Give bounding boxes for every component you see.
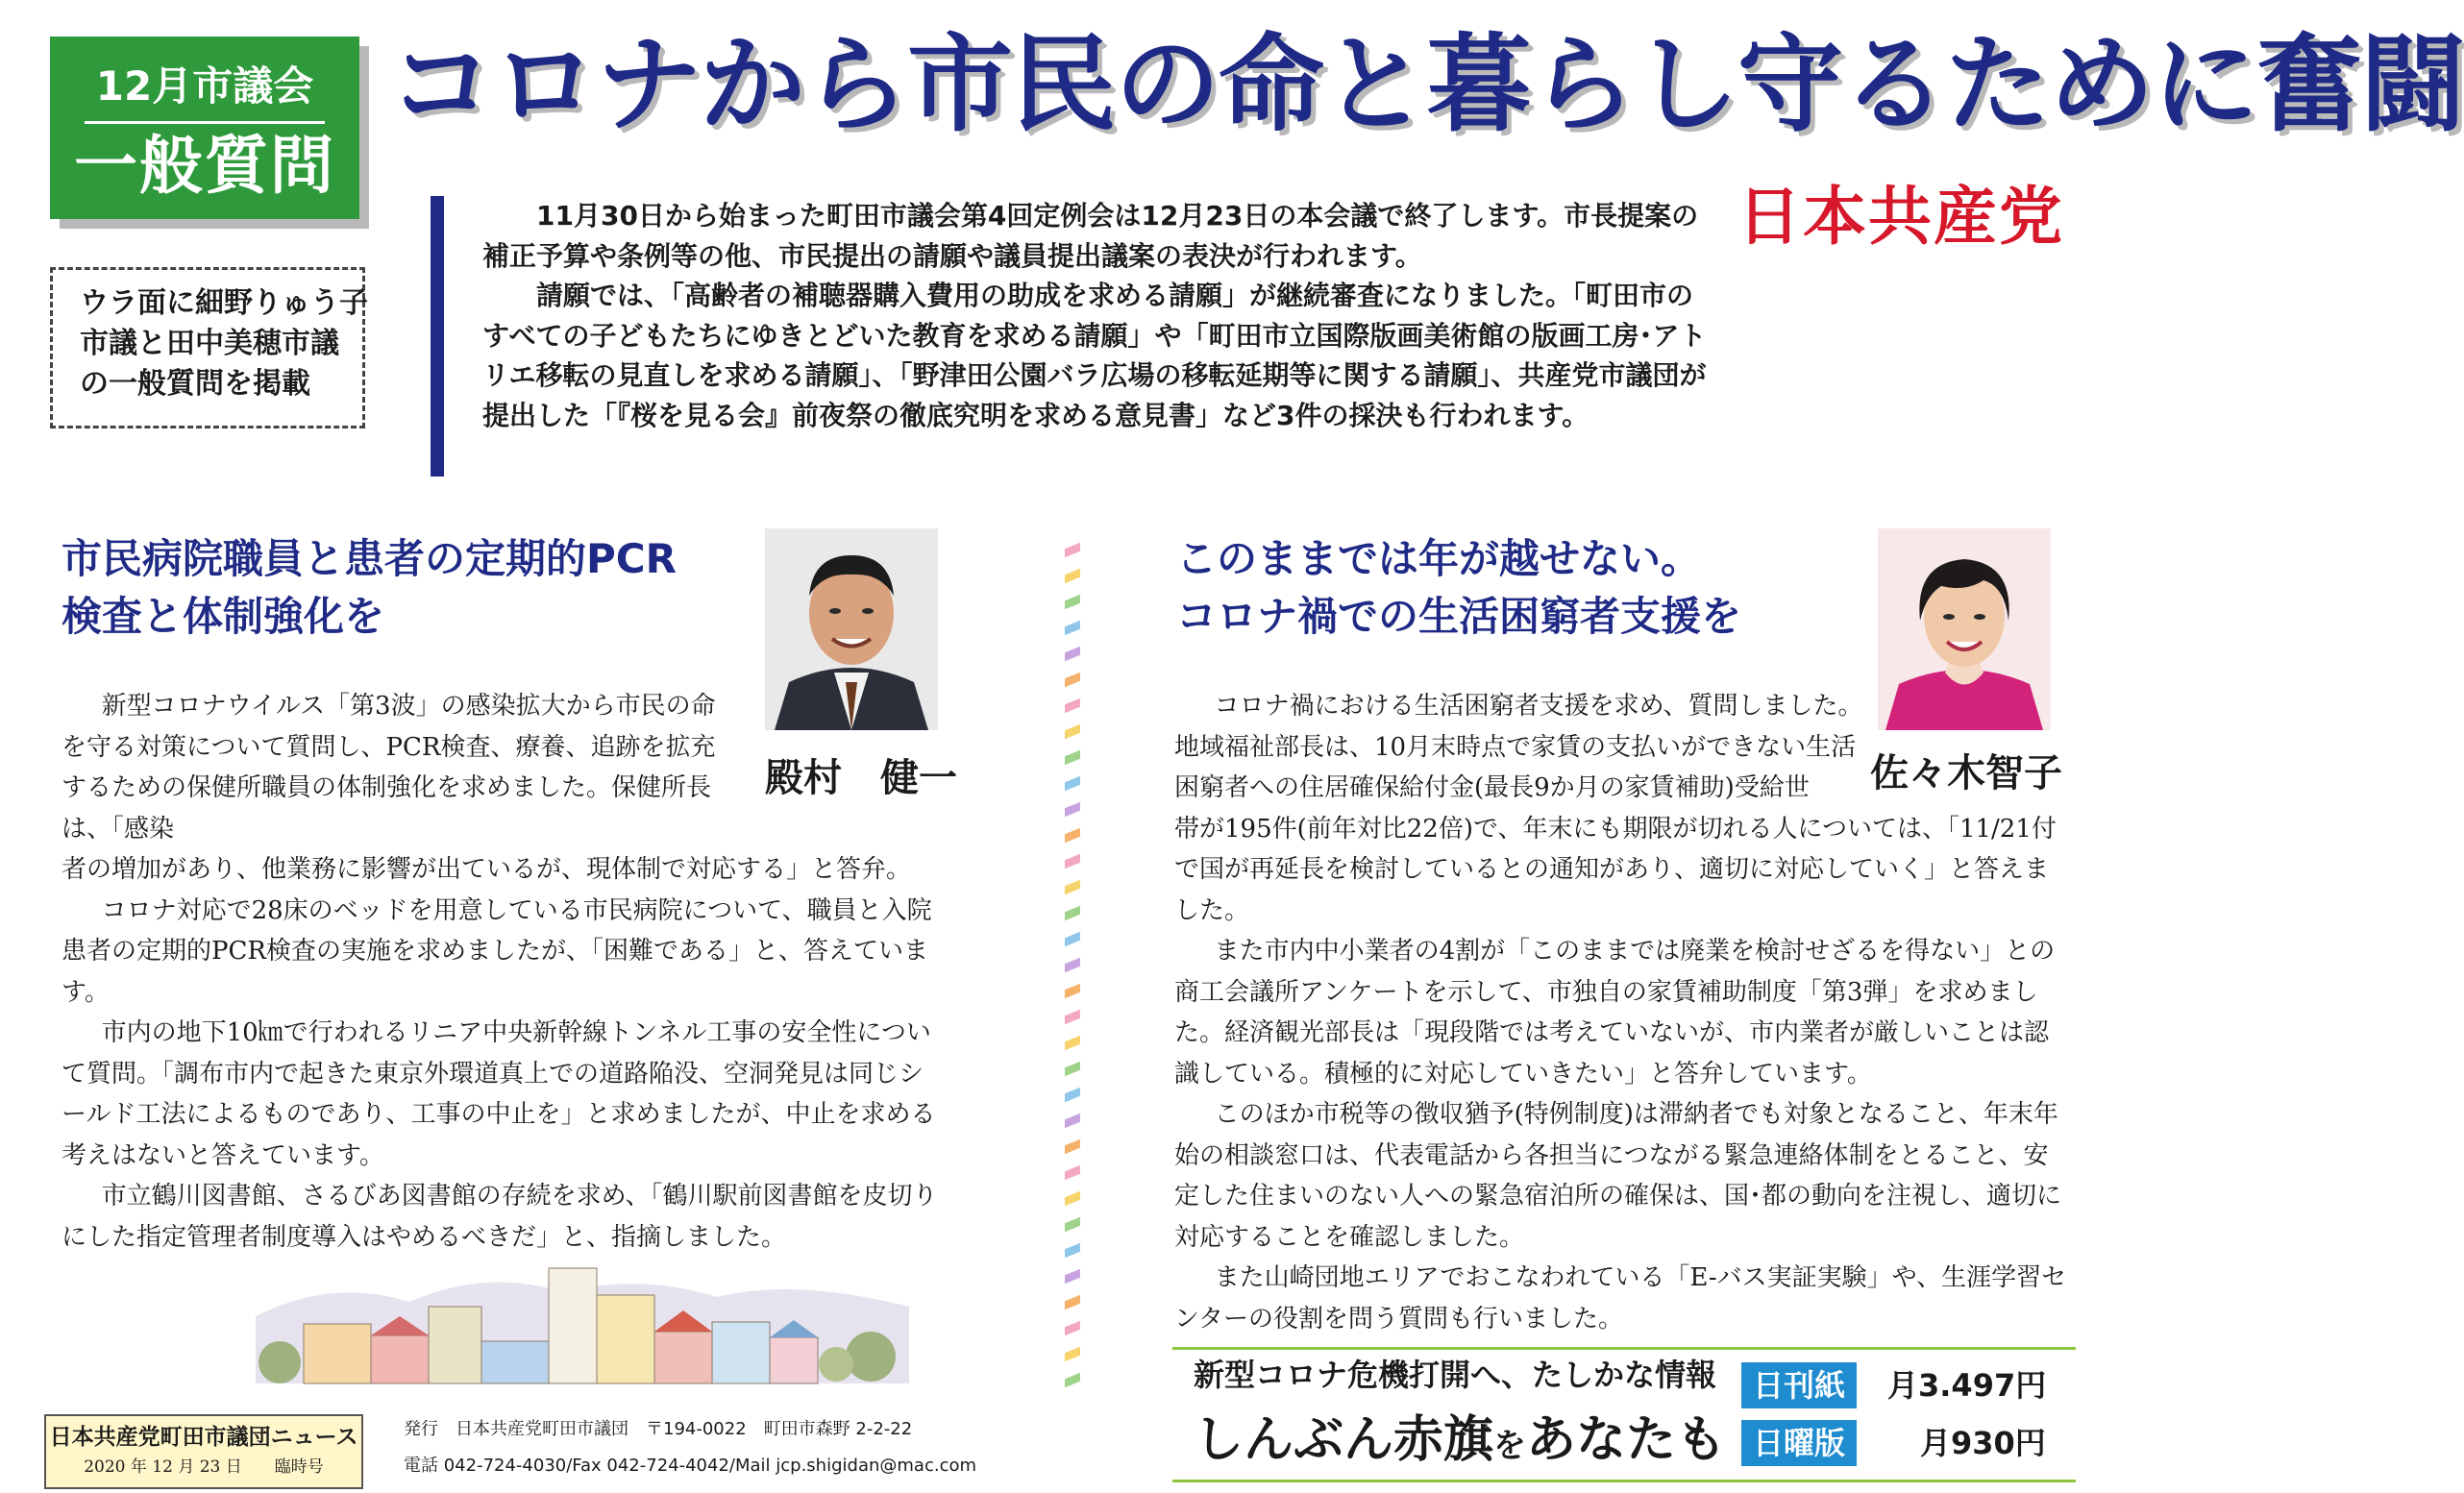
divider-dash — [1065, 1217, 1080, 1232]
divider-dash — [1065, 1347, 1080, 1361]
divider-dash — [1065, 1191, 1080, 1206]
article-paragraph: 市内の地下10㎞で行われるリニア中央新幹線トンネル工事の安全性について質問。「調布市内で起きた東京外環道真上での道路陥没、空洞発見は同じシールド工法によるものであり、工事の中止を」と求めましたが、中止を求める考えはないと答えています。 — [62, 1018, 936, 1170]
divider-dash — [1065, 880, 1080, 894]
divider-dash — [1065, 906, 1080, 920]
article-paragraph: また市内中小業者の4割が「このままでは廃業を検討せざるを得ない」との商工会議所アンケートを示して、市独自の家賃補助制度「第3弾」を求めました。経済観光部長は「現段階では考えていないが、市内業者が厳しいことは認識している。積極的に対応していきたい」と答弁しています。 — [1174, 937, 2056, 1089]
right-article-heading — [1176, 530, 1907, 646]
subscription-name — [1194, 1408, 1726, 1478]
party-name: 日本共産党 — [1737, 180, 2064, 254]
article-paragraph: 市立鶴川図書館、さるびあ図書館の存続を求め、「鶴川駅前図書館を皮切りにした指定管理者制度導入はやめるべきだ」と、指摘しました。 — [62, 1182, 938, 1252]
divider-dash — [1065, 1243, 1080, 1258]
divider-dash — [1065, 543, 1080, 557]
badge-divider — [85, 121, 325, 124]
daily-edition-price: 月3.497円 — [1887, 1367, 2047, 1404]
councillor-name-left: 殿村 健一 — [765, 756, 957, 800]
intro-paragraph: 11月30日から始まった町田市議会第4回定例会は12月23日の本会議で終了します。市長提案の補正予算や条例等の他、市民提出の請願や議員提出議案の表決が行われます。 — [482, 200, 1699, 272]
badge-session: 12月市議会 — [95, 62, 314, 110]
newsletter-title: 日本共産党町田市議団ニュース — [49, 1425, 358, 1450]
divider-dash — [1065, 621, 1080, 635]
article-paragraph: コロナ禍における生活困窮者支援を求め、質問しました。地域福祉部長は、10月末時点で家賃の支払いができない生活困窮者への住居確保給付金(最長9か月の家賃補助)受給世 — [1174, 692, 1863, 802]
divider-dash — [1065, 958, 1080, 972]
column-divider — [1065, 546, 1082, 1415]
divider-dash — [1065, 1321, 1080, 1335]
subscription-bottom-rule — [1172, 1480, 2076, 1482]
divider-dash — [1065, 828, 1080, 843]
divider-dash — [1065, 595, 1080, 609]
name-particle: を — [1493, 1427, 1527, 1465]
divider-dash — [1065, 1139, 1080, 1154]
heading-line: 市民病院職員と患者の定期的PCR — [62, 535, 677, 582]
divider-dash — [1065, 776, 1080, 791]
divider-dash — [1065, 1295, 1080, 1309]
left-article-heading — [62, 530, 753, 646]
newsletter-masthead — [44, 1414, 363, 1489]
heading-line: コロナ禍での生活困窮者支援を — [1176, 593, 1742, 640]
subscription-call: あなたも — [1526, 1411, 1727, 1469]
divider-dash — [1065, 724, 1080, 739]
town-illustration — [256, 1249, 909, 1383]
intro-text — [482, 196, 1712, 435]
divider-dash — [1065, 1373, 1080, 1387]
divider-dash — [1065, 1062, 1080, 1076]
divider-dash — [1065, 647, 1080, 661]
article-paragraph: 者の増加があり、他業務に影響が出ているが、現体制で対応する」と答弁。 — [62, 855, 912, 884]
page-headline: コロナから市民の命と暮らし守るために奮闘 — [388, 23, 2464, 146]
reverse-side-note — [50, 267, 368, 428]
divider-dash — [1065, 1269, 1080, 1284]
heading-line: 検査と体制強化を — [62, 593, 385, 640]
subscription-tagline: 新型コロナ危機打開へ、たしかな情報 — [1194, 1357, 1717, 1393]
contact-info: 電話 042-724-4030/Fax 042-724-4042/Mail jcp.shigidan@mac.com — [404, 1456, 977, 1476]
divider-dash — [1065, 984, 1080, 998]
newspaper-name: しんぶん赤旗 — [1194, 1411, 1494, 1469]
article-paragraph: 新型コロナウイルス「第3波」の感染拡大から市民の命を守る対策について質問し、PCR検査、療養、追跡を拡充するための保健所職員の体制強化を求めました。保健所長は、「感染 — [62, 692, 716, 844]
left-article-body — [62, 686, 946, 1258]
note-line: の一般質問を掲載 — [80, 367, 310, 401]
right-article-body — [1174, 686, 2068, 1339]
daily-edition-label: 日刊紙 — [1741, 1362, 1857, 1408]
divider-dash — [1065, 854, 1080, 869]
divider-dash — [1065, 673, 1080, 687]
divider-dash — [1065, 569, 1080, 583]
note-line: 市議と田中美穂市議 — [80, 327, 339, 360]
article-paragraph: コロナ対応で28床のベッドを用意している市民病院について、職員と入院患者の定期的PCR検査の実施を求めましたが、「困難である」と、答えています。 — [62, 895, 932, 1007]
subscription-top-rule — [1172, 1347, 2076, 1350]
article-paragraph: 帯が195件(前年対比22倍)で、年末にも期限が切れる人については、「11/21付で国が再延長を検討しているとの通知があり、適切に対応していく」と答えました。 — [1174, 814, 2057, 925]
divider-dash — [1065, 1165, 1080, 1180]
divider-dash — [1065, 802, 1080, 817]
councillor-name-right: 佐々木智子 — [1870, 751, 2062, 795]
divider-dash — [1065, 1010, 1080, 1024]
divider-dash — [1065, 932, 1080, 946]
intro-accent-bar — [431, 196, 444, 477]
sunday-edition-price: 月930円 — [1920, 1425, 2046, 1461]
session-badge — [50, 37, 359, 219]
divider-dash — [1065, 1036, 1080, 1050]
article-paragraph: また山崎団地エリアでおこなわれている「E-バス実証実験」や、生涯学習センターの役割を問う質問も行いました。 — [1174, 1263, 2067, 1334]
heading-line: このままでは年が越せない。 — [1176, 535, 1702, 582]
article-paragraph: このほか市税等の徴収猶予(特例制度)は滞納者でも対象となること、年末年始の相談窓口は、代表電話から各担当につながる緊急連絡体制をとること、安定した住まいのない人への緊急宿泊所の確保は、国･都の動向を注視し、適切に対応することを確認しました。 — [1174, 1100, 2062, 1252]
divider-dash — [1065, 1114, 1080, 1128]
publisher-info: 発行 日本共産党町田市議団 〒194-0022 町田市森野 2-2-22 — [404, 1419, 913, 1439]
note-line: ウラ面に細野りゅう子 — [80, 286, 368, 320]
sunday-edition-label: 日曜版 — [1741, 1420, 1857, 1466]
divider-dash — [1065, 1088, 1080, 1102]
divider-dash — [1065, 698, 1080, 713]
newsletter-date: 2020 年 12 月 23 日 臨時号 — [84, 1457, 324, 1477]
intro-paragraph: 請願では、「高齢者の補聴器購入費用の助成を求める請願」が継続審査になりました。「町田市のすべての子どもたちにゆきとどいた教育を求める請願」や「町田市立国際版画美術館の版画工房･アトリエ移転の見直しを求める請願」、「野津田公園バラ広場の移転延期等に関する請願」、共産党市議団が提出した「『桜を見る会』前夜祭の徹底究明を求める意見書」など3件の採決も行われます。 — [482, 280, 1707, 431]
badge-title: 一般質問 — [74, 129, 335, 203]
divider-dash — [1065, 750, 1080, 765]
